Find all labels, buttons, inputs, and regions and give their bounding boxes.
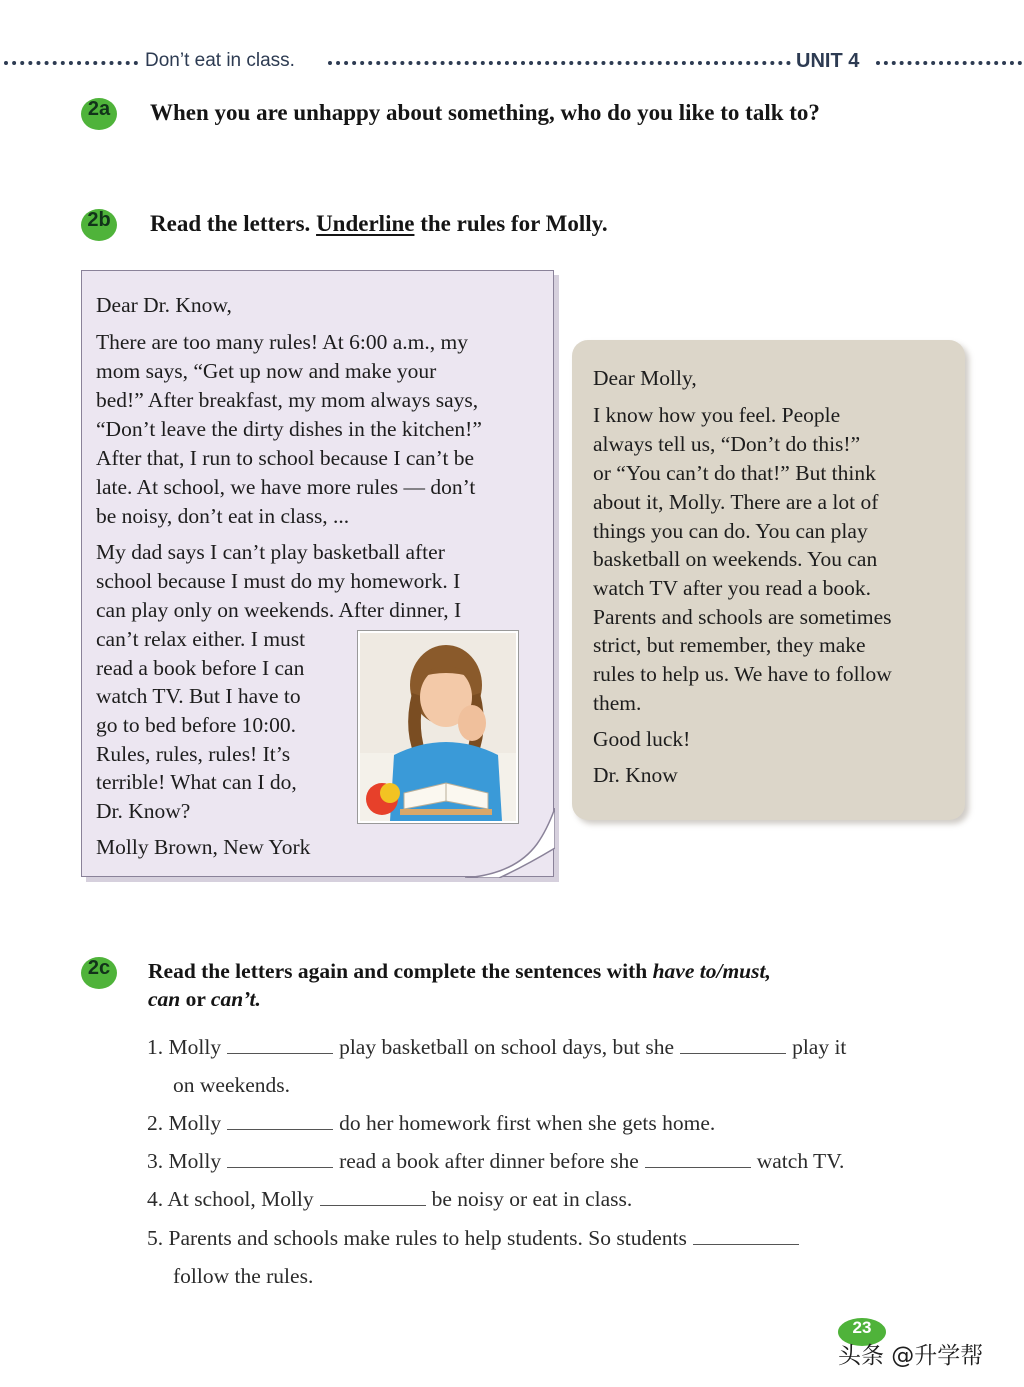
- item2-start: 2. Molly: [147, 1111, 222, 1135]
- letter1-p2-line: school because I must do my homework. I: [96, 569, 461, 593]
- exercise-item-3: [147, 1149, 844, 1174]
- page-number: 23: [838, 1318, 886, 1346]
- instruction-2c-or: or: [180, 987, 211, 1011]
- letter2-line: strict, but remember, they make: [593, 633, 866, 657]
- unit-label: UNIT 4: [796, 50, 860, 72]
- page-header: [0, 48, 1024, 78]
- badge-2b: 2b: [81, 209, 117, 241]
- exercise-item-5: [147, 1226, 805, 1251]
- girl-reading-illustration: [360, 633, 516, 821]
- letter1-p2-line: can’t relax either. I must: [96, 627, 306, 651]
- answer-blank-3a[interactable]: [227, 1166, 333, 1168]
- letter1-p1-line: After that, I run to school because I can’t be: [96, 446, 475, 470]
- letter1-p1-line: There are too many rules! At 6:00 a.m., my: [96, 330, 468, 354]
- exercise-item-5-continued: follow the rules.: [173, 1264, 314, 1288]
- letter1-p2-line: watch TV. But I have to: [96, 684, 301, 708]
- item3-start: 3. Molly: [147, 1149, 222, 1173]
- answer-blank-1a[interactable]: [227, 1052, 333, 1054]
- item4-end: be noisy or eat in class.: [431, 1187, 633, 1211]
- item2-end: do her homework first when she gets home.: [339, 1111, 716, 1135]
- item1-end: play it: [792, 1035, 847, 1059]
- letter1-p1-line: late. At school, we have more rules — don’t: [96, 475, 476, 499]
- exercise-item-2: [147, 1111, 715, 1136]
- exercise-item-4: [147, 1187, 632, 1212]
- letter2-line: about it, Molly. There are a lot of: [593, 490, 879, 514]
- letter2-line: Parents and schools are sometimes: [593, 605, 892, 629]
- item3-middle: read a book after dinner before she: [339, 1149, 639, 1173]
- letter2-greeting: Dear Molly,: [593, 366, 697, 390]
- exercise-item-1: [147, 1035, 846, 1060]
- instruction-2b-part1: Read the letters.: [150, 211, 317, 236]
- answer-blank-2[interactable]: [227, 1128, 333, 1130]
- letter2-line: watch TV after you read a book.: [593, 576, 872, 600]
- letter1-p2-line: Rules, rules, rules! It’s: [96, 742, 291, 766]
- question-2a: When you are unhappy about something, who do you like to talk to?: [150, 100, 820, 125]
- letter-from-dr-know: [572, 340, 965, 820]
- exercise-item-1-continued: on weekends.: [173, 1073, 291, 1097]
- page-curl-decoration: [465, 808, 555, 878]
- letter1-p2-line: terrible! What can I do,: [96, 770, 297, 794]
- letter1-p2-line: go to bed before 10:00.: [96, 713, 297, 737]
- item4-start: 4. At school, Molly: [147, 1187, 314, 1211]
- letter1-p1-line: “Don’t leave the dirty dishes in the kitchen!”: [96, 417, 482, 441]
- badge-2c: 2c: [81, 957, 117, 989]
- letter2-line: them.: [593, 691, 642, 715]
- header-dots-left: [4, 61, 138, 65]
- letter1-p1-line: mom says, “Get up now and make your: [96, 359, 437, 383]
- letter1-signature: Molly Brown, New York: [96, 835, 311, 859]
- letter1-p1-line: bed!” After breakfast, my mom always says,: [96, 388, 479, 412]
- letter2-line: rules to help us. We have to follow: [593, 662, 892, 686]
- watermark: 头条 @升学帮: [838, 1343, 984, 1369]
- letter1-p2-line: Dr. Know?: [96, 799, 191, 823]
- instruction-2c-italic-can: can: [148, 987, 181, 1011]
- letter1-p2-line: My dad says I can’t play basketball after: [96, 540, 445, 564]
- letter1-greeting: Dear Dr. Know,: [96, 293, 232, 317]
- letter-from-molly: [81, 270, 554, 877]
- lesson-title: Don’t eat in class.: [145, 50, 295, 71]
- letter2-line: or “You can’t do that!” But think: [593, 461, 876, 485]
- letter1-p1-line: be noisy, don’t eat in class, ...: [96, 504, 350, 528]
- badge-2a: 2a: [81, 98, 117, 130]
- instruction-2b-underlined: Underline: [316, 211, 415, 236]
- instruction-2c-text: Read the letters again and complete the sentences with: [148, 959, 653, 983]
- answer-blank-4[interactable]: [320, 1204, 426, 1206]
- item5-start: 5. Parents and schools make rules to help students. So students: [147, 1226, 687, 1250]
- item1-middle: play basketball on school days, but she: [339, 1035, 675, 1059]
- answer-blank-1b[interactable]: [680, 1052, 786, 1054]
- letter1-p2-line: can play only on weekends. After dinner, I: [96, 598, 462, 622]
- girl-reading-photo: [358, 631, 518, 823]
- answer-blank-5[interactable]: [693, 1243, 799, 1245]
- letter1-p2-line: read a book before I can: [96, 656, 305, 680]
- letter2-signature: Dr. Know: [593, 763, 678, 787]
- instruction-2c-italic: have to/must,: [652, 959, 771, 983]
- letter2-line: basketball on weekends. You can: [593, 547, 878, 571]
- instruction-2b-part2: the rules for Molly.: [414, 211, 608, 236]
- header-dots-right: [876, 61, 1022, 65]
- item1-start: 1. Molly: [147, 1035, 222, 1059]
- instruction-2c-italic-cant: can’t.: [210, 987, 261, 1011]
- letter2-closing: Good luck!: [593, 727, 691, 751]
- answer-blank-3b[interactable]: [645, 1166, 751, 1168]
- letter2-line: I know how you feel. People: [593, 403, 841, 427]
- instruction-2b: [150, 211, 608, 237]
- header-dots-middle: [328, 61, 791, 65]
- letter2-line: always tell us, “Don’t do this!”: [593, 432, 861, 456]
- item3-end: watch TV.: [756, 1149, 845, 1173]
- instruction-2c-line2: [148, 987, 261, 1012]
- instruction-2c-line1: [148, 959, 771, 984]
- letter2-line: things you can do. You can play: [593, 519, 868, 543]
